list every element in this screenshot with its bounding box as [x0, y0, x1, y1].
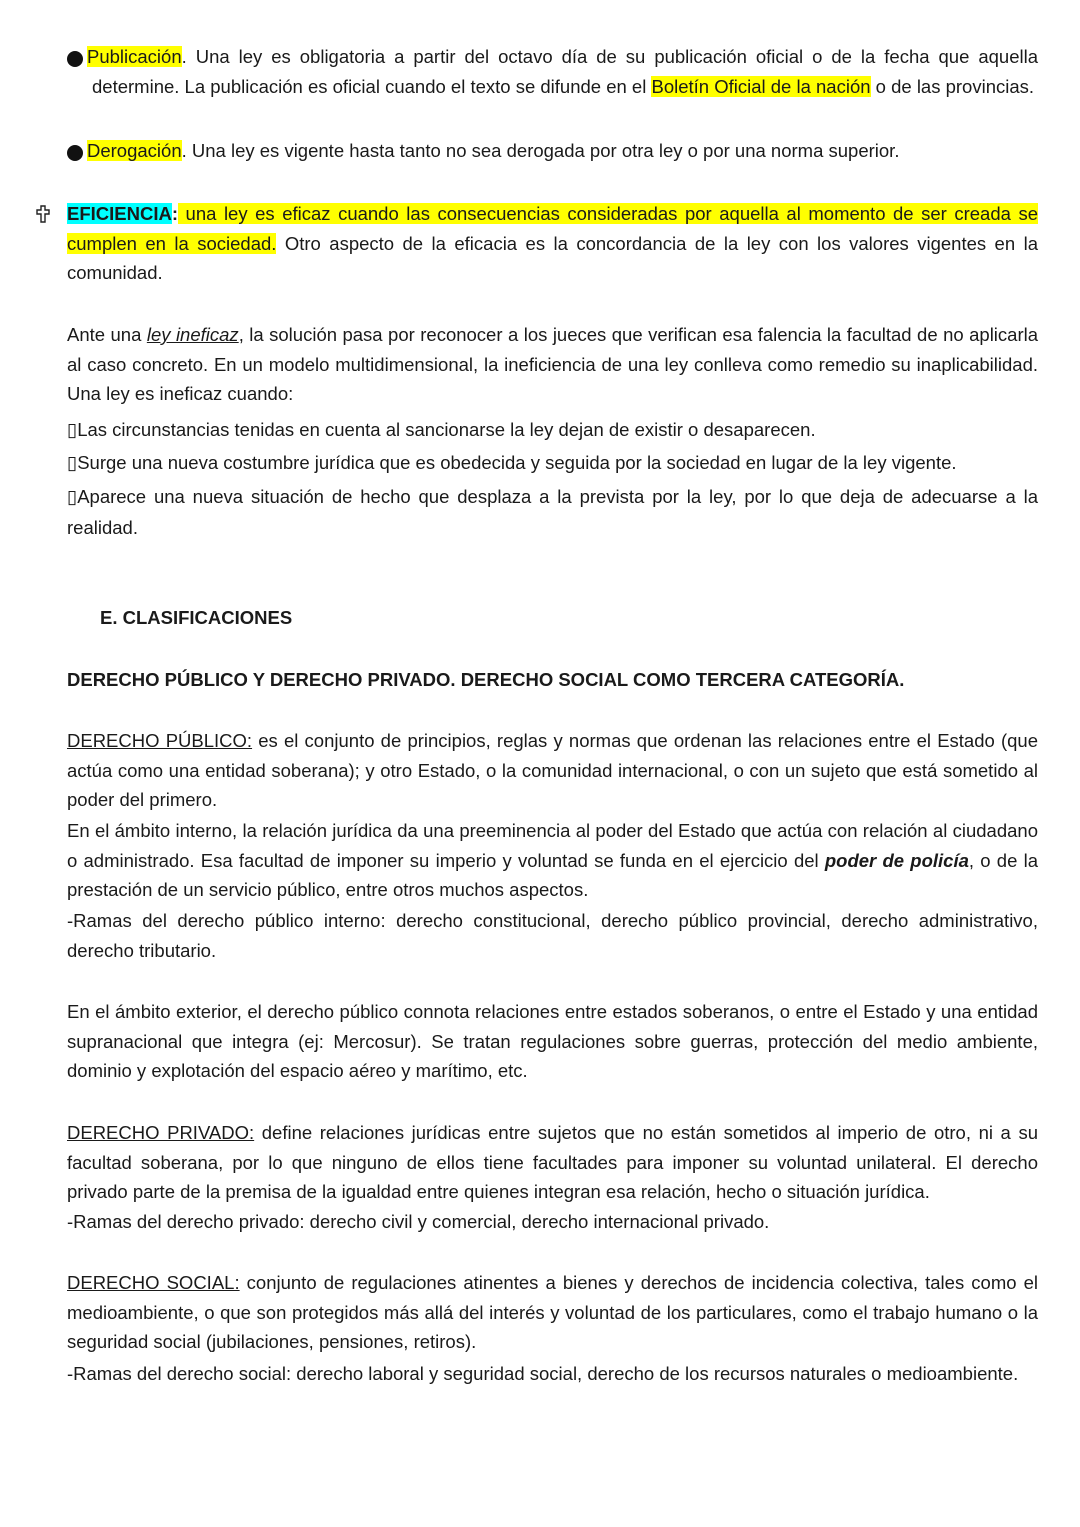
ambito-interno-paragraph: En el ámbito interno, la relación jurídica da una preeminencia al poder del Estado que actúa con relación al ciudadano o administrado. Esa facultad de imponer su imperio y voluntad se funda en el ejercicio del poder de policía, o de la prestación de un servicio público, entre otros muchos aspectos.	[67, 820, 1039, 900]
boletin-oficial-highlight: Boletín Oficial de la nación	[651, 75, 871, 97]
number-marker-icon: 7	[67, 145, 83, 161]
poder-de-policia-term: poder de policía	[824, 849, 969, 871]
latin-cross-icon	[34, 205, 52, 223]
publicacion-text-end: o de las provincias.	[870, 75, 1035, 97]
derecho-privado-label: DERECHO PRIVADO:	[67, 1122, 255, 1143]
derogacion-text: . Una ley es vigente hasta tanto no sea derogada por otra ley o por una norma superior.	[181, 140, 900, 161]
ramas-publico-paragraph: -Ramas del derecho público interno: derecho constitucional, derecho público provincial, derecho administrativo, derecho tributario.	[67, 910, 1038, 961]
number-marker-icon: 7	[67, 51, 83, 67]
list-item: ▯Las circunstancias tenidas en cuenta al sancionarse la ley dejan de existir o desaparecen.	[67, 419, 816, 441]
ineficaz-paragraph	[67, 320, 1038, 409]
derecho-publico-paragraph: DERECHO PÚBLICO: es el conjunto de principios, reglas y normas que ordenan las relaciones entre el Estado (que actúa como una entidad soberana); y otro Estado, o la comunidad internacional, o con un sujeto que está sometido al poder del primero.	[67, 730, 1038, 810]
box-glyph: ▯	[67, 453, 78, 474]
eficiencia-paragraph	[67, 199, 1038, 288]
subsection-title: DERECHO PÚBLICO Y DERECHO PRIVADO. DERECHO SOCIAL COMO TERCERA CATEGORÍA.	[67, 669, 905, 690]
derecho-social-label: DERECHO SOCIAL:	[67, 1272, 240, 1293]
eficiencia-definition: una ley es eficaz cuando las consecuencias consideradas por aquella al momento de ser creada se cumplen en la sociedad.	[67, 203, 1038, 254]
ineficaz-text: , la solución pasa por reconocer a los jueces que verifican esa falencia la facultad de no aplicarla al caso concreto. En un modelo multidimensional, la ineficiencia de una ley conlleva como remedio su inaplicabilidad. Una ley es ineficaz cuando:	[67, 324, 1039, 404]
publicacion-paragraph	[59, 42, 1038, 101]
ambito-exterior-paragraph: En el ámbito exterior, el derecho público connota relaciones entre estados soberanos, o entre el Estado y una entidad supranacional que integra (ej: Mercosur). Se tratan regulaciones sobre guerras, protección del medio ambiente, dominio y explotación del espacio aéreo y marítimo, etc.	[67, 1001, 1038, 1081]
derogacion-paragraph	[59, 136, 1038, 166]
ramas-social-paragraph: -Ramas del derecho social: derecho laboral y seguridad social, derecho de los recursos naturales o medioambiente.	[67, 1363, 1019, 1384]
derecho-publico-label: DERECHO PÚBLICO:	[67, 730, 253, 751]
publicacion-title: Publicación	[87, 46, 182, 67]
ramas-privado-paragraph: -Ramas del derecho privado: derecho civil y comercial, derecho internacional privado.	[67, 1211, 770, 1232]
box-glyph: ▯	[67, 420, 78, 441]
publicacion-text: . Una ley es obligatoria a partir del octavo día de su publicación oficial o de la fecha que aquella determine. La publicación es oficial cuando el texto se difunde en el	[92, 46, 1038, 97]
derecho-privado-paragraph: DERECHO PRIVADO: define relaciones jurídicas entre sujetos que no están sometidos al imperio de otro, ni a su facultad soberana, por lo que ninguno de ellos tiene facultades para imponer su voluntad unilateral. El derecho privado parte de la premisa de la igualdad entre quienes integran esa relación, hecho o situación jurídica.	[67, 1122, 1038, 1202]
eficiencia-colon: :	[171, 203, 179, 224]
derecho-social-paragraph: DERECHO SOCIAL: conjunto de regulaciones atinentes a bienes y derechos de incidencia colectiva, tales como el medioambiente, o que son protegidos más allá del interés y voluntad de los particulares, como el trabajo humano o la seguridad social (jubilaciones, pensiones, retiros).	[67, 1272, 1038, 1352]
eficiencia-label: EFICIENCIA	[67, 203, 172, 224]
list-item: ▯Aparece una nueva situación de hecho que desplaza a la prevista por la ley, por lo que deja de adecuarse a la realidad.	[67, 486, 1038, 538]
eficiencia-rest: Otro aspecto de la eficacia es la concordancia de la ley con los valores vigentes en la comunidad.	[67, 232, 1038, 283]
section-heading: E. CLASIFICACIONES	[100, 607, 293, 628]
derogacion-title: Derogación	[87, 140, 182, 161]
ley-ineficaz-term: ley ineficaz	[146, 324, 239, 345]
box-glyph: ▯	[67, 487, 78, 508]
ineficaz-prefix: Ante una	[67, 324, 147, 345]
list-item: ▯Surge una nueva costumbre jurídica que es obedecida y seguida por la sociedad en lugar de la ley vigente.	[67, 452, 957, 474]
